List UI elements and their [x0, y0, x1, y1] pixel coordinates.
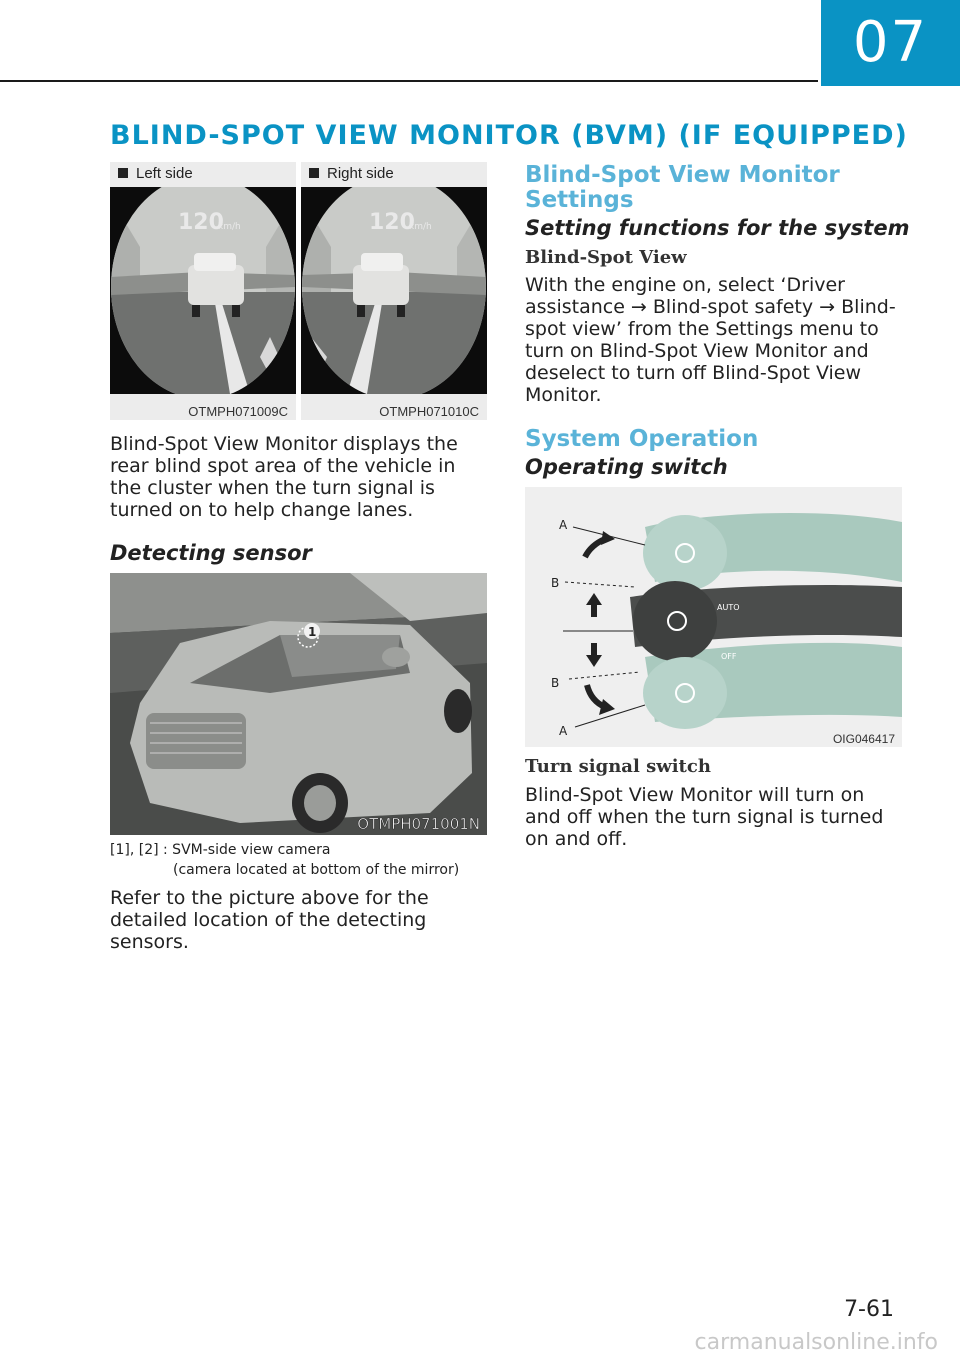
refer-paragraph: Refer to the picture above for the detailed location of the detecting sensors.	[110, 887, 429, 953]
operating-switch-heading: Operating switch	[525, 455, 728, 479]
left-side-label: Left side	[118, 165, 193, 182]
left-speed-readout: 120	[178, 210, 224, 235]
off-label: OFF	[721, 652, 737, 661]
position-label-a-top: A	[559, 518, 568, 532]
sensor-figure-code: OTMPH071001N	[357, 815, 480, 833]
chapter-number: 07	[852, 10, 929, 75]
setting-functions-heading: Setting functions for the system	[525, 216, 910, 240]
page-number: 7-61	[844, 1297, 894, 1322]
section-title: BLIND-SPOT VIEW MONITOR (BVM) (IF EQUIPPED)	[110, 120, 908, 151]
watermark: carmanualsonline.info	[694, 1330, 938, 1355]
turn-signal-switch-heading: Turn signal switch	[525, 756, 711, 777]
blind-spot-view-heading: Blind-Spot View	[525, 247, 687, 268]
square-bullet-icon	[309, 168, 319, 178]
sensor-location-image	[110, 573, 487, 835]
sensor-caption-line1: [1], [2] : SVM-side view camera	[110, 842, 331, 858]
settings-paragraph: With the engine on, select ‘Driver assistance → Blind-spot safety → Blind-spot view’ from the Settings menu to turn on Blind-Spot View Monitor and deselect to turn off Blind-Spot View Monitor.	[525, 274, 896, 406]
position-label-b-top: B	[551, 576, 560, 590]
left-side-figure	[110, 162, 296, 420]
switch-figure-code: OIG046417	[832, 732, 895, 746]
right-speed-readout: 120	[369, 210, 415, 235]
left-speed-unit: km/h	[218, 222, 241, 232]
right-side-figure	[301, 162, 487, 420]
square-bullet-icon	[118, 168, 128, 178]
sensor-caption-line2: (camera located at bottom of the mirror)	[173, 862, 460, 878]
right-mirror-view-image	[301, 187, 487, 394]
auto-label: AUTO	[717, 603, 740, 612]
intro-paragraph: Blind-Spot View Monitor displays the rear blind spot area of the vehicle in the cluster when the turn signal is turned on to help change lanes.	[110, 433, 458, 521]
right-figure-code: OTMPH071010C	[379, 404, 479, 419]
detecting-sensor-heading: Detecting sensor	[110, 541, 312, 565]
header-rule	[0, 80, 818, 82]
sensor-marker-label: 1	[308, 625, 317, 639]
system-operation-heading: System Operation	[525, 426, 759, 452]
right-speed-unit: km/h	[409, 222, 432, 232]
settings-heading-line2: Settings	[525, 187, 634, 213]
turn-signal-paragraph: Blind-Spot View Monitor will turn on and off when the turn signal is turned on and off.	[525, 784, 884, 850]
left-mirror-view-image	[110, 187, 296, 394]
turn-signal-switch-image	[525, 487, 902, 747]
position-label-b-bottom: B	[551, 676, 560, 690]
settings-heading-line1: Blind-Spot View Monitor	[525, 162, 840, 188]
right-side-label: Right side	[309, 165, 394, 182]
position-label-a-bottom: A	[559, 724, 568, 738]
left-figure-code: OTMPH071009C	[188, 404, 288, 419]
